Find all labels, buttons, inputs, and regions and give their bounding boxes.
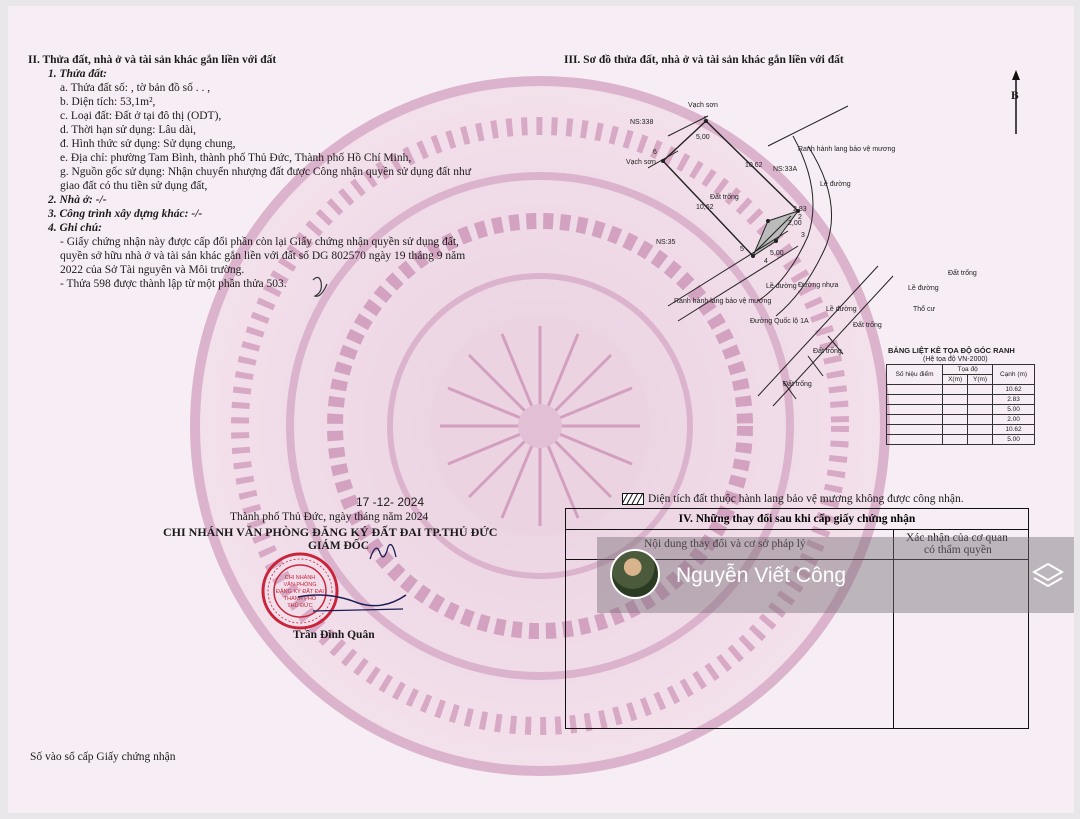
map-dimension: 10,62: [696, 204, 714, 211]
col-y-header: Y(m): [968, 375, 993, 385]
svg-text:CHI NHÁNH: CHI NHÁNH: [284, 575, 316, 581]
map-label: Đường Quốc lộ 1A: [750, 318, 809, 325]
map-label: Đất trống: [783, 381, 812, 388]
col-confirm-header-cont: có thẩm quyền: [924, 544, 992, 556]
usage-origin: g. Nguồn gốc sử dụng: Nhận chuyển nhượng đất được Công nhận quyền sử dụng đất như: [60, 166, 471, 178]
map-point: 5: [740, 246, 744, 253]
map-point: 2: [798, 214, 802, 221]
map-label: NS:338: [630, 119, 654, 126]
length-cell: 10.62: [993, 385, 1035, 395]
map-label: Ranh hành lang bảo vệ mương: [798, 146, 896, 153]
usage-origin-cont: giao đất có thu tiền sử dụng đất,: [60, 180, 208, 192]
watermark-name: Nguyễn Viết Công: [676, 564, 847, 587]
length-cell: 5.00: [993, 435, 1035, 445]
length-cell: 2.00: [993, 415, 1035, 425]
map-point: 6: [653, 149, 657, 156]
map-point: 4: [764, 258, 768, 265]
map-label: Thổ cư: [913, 306, 936, 313]
map-label: Lề đường: [826, 306, 857, 313]
certificate-page: [8, 6, 1074, 813]
table-row: [887, 405, 1035, 415]
avatar: [610, 549, 660, 599]
parcel-number: a. Thửa đất số: , tờ bản đồ số . . ,: [60, 82, 211, 94]
map-label: Đất trống: [710, 194, 739, 201]
map-dimension: 10,62: [745, 162, 763, 169]
map-point: 1: [703, 116, 707, 123]
section4-heading: IV. Những thay đổi sau khi cấp giấy chứng nhận: [566, 509, 1028, 530]
table-row: [887, 385, 1035, 395]
north-label: B: [1011, 90, 1019, 102]
land-area: b. Diện tích: 53,1m²,: [60, 96, 156, 108]
handwritten-date: 17 -12- 2024: [356, 495, 425, 509]
map-label: Đường nhựa: [798, 282, 839, 289]
col-x-header: X(m): [943, 375, 968, 385]
col-point-header: Số hiệu điểm: [887, 365, 943, 385]
coordinate-table: [886, 364, 1035, 445]
col-changes-header: Nội dung thay đổi và cơ sở pháp lý: [644, 538, 806, 550]
north-arrow-icon: [1008, 70, 1028, 136]
notes-heading: 4. Ghi chú:: [48, 222, 102, 234]
land-type: c. Loại đất: Đất ở tại đô thị (ODT),: [60, 110, 222, 122]
length-cell: 10.62: [993, 425, 1035, 435]
map-label: NS:33A: [773, 166, 798, 173]
map-label: Đất trống: [853, 322, 882, 329]
table-row: [887, 415, 1035, 425]
hatch-legend-icon: [622, 493, 644, 505]
note-1-cont: quyền sở hữu nhà ở và tài sản khác gắn liền với đất số DG 802570 ngày 19 tháng 9 năm: [60, 250, 466, 262]
table-row: [887, 395, 1035, 405]
note-1: - Giấy chứng nhận này được cấp đổi phần còn lại Giấy chứng nhận quyền sử dụng đất,: [60, 236, 459, 248]
length-cell: 5.00: [993, 405, 1035, 415]
col-confirm-header: Xác nhận của cơ quan: [906, 532, 1008, 544]
map-dimension: 5,00: [696, 134, 710, 141]
initial-mark-icon: [311, 274, 329, 300]
section3-heading: III. Sơ đồ thửa đất, nhà ở và tài sản khác gắn liền với đất: [564, 54, 844, 66]
address: e. Địa chỉ: phường Tam Bình, thành phố Thủ Đức, Thành phố Hồ Chí Minh,: [60, 152, 412, 164]
map-label: Đất trống: [948, 270, 977, 277]
map-dimension: 2,83: [793, 206, 807, 213]
land-heading: 1. Thửa đất:: [48, 68, 107, 80]
legend-text: Diện tích đất thuộc hành lang bảo vệ mương không được công nhận.: [648, 493, 964, 505]
signature-scribble: [368, 539, 398, 565]
svg-text:ĐĂNG KÝ ĐẤT ĐAI: ĐĂNG KÝ ĐẤT ĐAI: [276, 589, 324, 595]
note-2: - Thửa 598 được thành lập từ một phần thửa 503.: [60, 278, 287, 290]
map-label: Lề đường: [820, 181, 851, 188]
signer-name: Trần Đình Quân: [293, 629, 375, 641]
svg-text:THỦ ĐỨC: THỦ ĐỨC: [287, 603, 313, 609]
register-number-label: Số vào sổ cấp Giấy chứng nhận: [30, 751, 176, 763]
col-length-header: Cạnh (m): [993, 365, 1035, 385]
house-line: 2. Nhà ở: -/-: [48, 194, 107, 206]
map-label: Lề đường: [908, 285, 939, 292]
map-label: Đất trống: [813, 348, 842, 355]
director-title: GIÁM ĐỐC: [308, 540, 370, 552]
map-label: Vạch sơn: [626, 159, 656, 166]
map-point: 3: [801, 232, 805, 239]
usage-term: d. Thời hạn sử dụng: Lâu dài,: [60, 124, 197, 136]
coord-table-subtitle: (Hệ tọa độ VN-2000): [923, 356, 988, 363]
table-row: [887, 425, 1035, 435]
svg-text:VĂN PHÒNG: VĂN PHÒNG: [283, 582, 317, 588]
other-works-line: 3. Công trình xây dựng khác: -/-: [48, 208, 203, 220]
layers-icon: [1030, 558, 1066, 594]
map-label: Ranh hành lang bảo vệ mương: [674, 298, 772, 305]
col-coord-header: Tọa độ: [943, 365, 993, 375]
coord-table-title: BẢNG LIỆT KÊ TỌA ĐỘ GÓC RANH: [888, 346, 1015, 355]
map-label: NS:35: [656, 239, 676, 246]
svg-text:THÀNH PHỐ: THÀNH PHỐ: [283, 596, 317, 602]
office-name: CHI NHÁNH VĂN PHÒNG ĐĂNG KÝ ĐẤT ĐAI TP.THỦ ĐỨC: [163, 525, 498, 539]
table-row: [887, 435, 1035, 445]
date-line: Thành phố Thủ Đức, ngày tháng năm 2024: [230, 511, 429, 523]
map-label: Vạch sơn: [688, 102, 718, 109]
length-cell: 2.83: [993, 395, 1035, 405]
section2-heading: II. Thửa đất, nhà ở và tài sản khác gắn liền với đất: [28, 54, 277, 66]
map-label: Lề đường: [766, 283, 797, 290]
note-1-cont2: 2022 của Sở Tài nguyên và Môi trường.: [60, 264, 245, 276]
usage-form: đ. Hình thức sử dụng: Sử dụng chung,: [60, 138, 236, 150]
map-dimension: 2,00: [788, 220, 802, 227]
map-dimension: 5,00: [770, 250, 784, 257]
